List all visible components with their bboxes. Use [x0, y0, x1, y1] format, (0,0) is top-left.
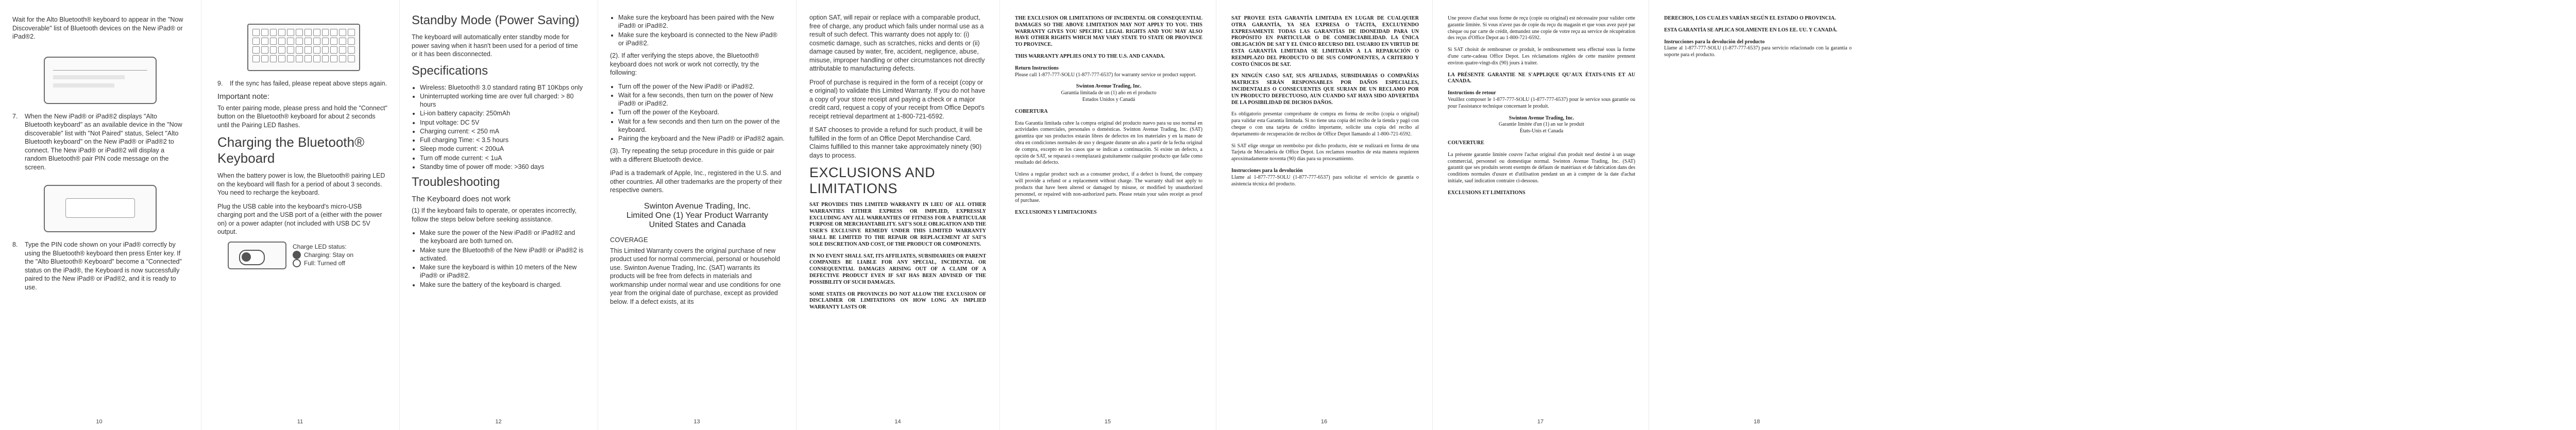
standby-text: The keyboard will automatically enter standby mode for power saving when it hasn't been used for a period of time or it has been disconnected.: [412, 33, 578, 58]
spec-item: • Sleep mode current: < 200uA: [420, 145, 585, 153]
keyboard-connect-illustration: [242, 13, 363, 75]
country-label: United States and Canada: [649, 220, 746, 229]
retry-list: [610, 82, 785, 143]
page-11: [201, 0, 399, 430]
spec-item: • Turn off mode current: < 1uA: [420, 154, 585, 162]
refund-text-es: Si SAT elige otorgar un reembolso por dicho producto, éste se realizará en forma de una Tarjeta de Mercadería de Office Depot. Los reclamos resueltos de esta manera requieren aproximadamente noventa (90) días para su procesamiento.: [1231, 143, 1419, 162]
coverage-heading-es: COBERTURA: [1015, 108, 1048, 114]
standby-heading: Standby Mode (Power Saving): [412, 13, 580, 27]
page-16: [1216, 0, 1432, 430]
page-12: [399, 0, 598, 430]
warranty-text-3: If SAT chooses to provide a refund for such product, it will be fulfilled in the form of an Office Depot Merchandise Card. Claims fulfilled to this manner take approximately ninety (90) days to process.: [809, 126, 982, 159]
spec-item: • Uninterrupted working time are over full charged: > 80 hours: [420, 92, 585, 109]
troubleshooting-item: • Make sure the battery of the keyboard is charged.: [420, 281, 585, 289]
tablet-screen-icon: [44, 185, 157, 232]
important-heading: Important note:: [217, 92, 269, 101]
exclusions-text-2: IN NO EVENT SHALL SAT, ITS AFFILIATES, SUBSIDIARIES OR PARENT COMPANIES BE LIABLE FOR ANY SPECIAL, INCIDENTAL OR CONSEQUENTIAL DAMAGES ARISING OUT OF A CLAIM OF A DEFECTIVE PRODUCT EVEN IF SAT HAS BEEN ADVISED OF THE POSSIBILITY OF SUCH DAMAGES.: [809, 253, 986, 285]
page-number: 14: [894, 419, 901, 425]
spec-item: • Standby time of power off mode: >360 days: [420, 163, 585, 171]
exclusions-heading-es: EXCLUSIONES Y LIMITACIONES: [1015, 210, 1097, 216]
limitations-caps-1: THE EXCLUSION OR LIMITATIONS OF INCIDENTAL OR CONSEQUENTIAL DAMAGES SO THE ABOVE LIMITATION MAY NOT APPLY TO YOU. THIS WARRANTY GIVES YOU SPECIFIC LEGAL RIGHTS AND YOU MAY ALSO HAVE OTHER RIGHTS WHICH MAY VARY STATE TO STATE OR PROVINCE TO PROVINCE.: [1015, 15, 1202, 48]
troubleshooting-item: • Make sure the Bluetooth® of the New iPad® or iPad®2 is activated.: [420, 246, 585, 263]
warranty-title-fr: Garantie limitée d'un (1) an sur le produit: [1499, 122, 1584, 128]
troubleshooting-intro: (1) If the keyboard fails to operate, or operates incorrectly, follow the steps below before seeking assistance.: [412, 207, 577, 223]
page-number: 16: [1320, 419, 1328, 425]
retry-item: • Turn off the power of the New iPad® or iPad®2.: [618, 82, 785, 91]
return-text-es: Llame al 1-877-777-SOLU (1-877-777-6537) para solicitar el servicio de garantía o asistencia técnica del producto.: [1231, 174, 1419, 187]
troubleshooting-item: • Make sure the power of the New iPad® or iPad®2 and the keyboard are both turned on.: [420, 229, 585, 246]
keyboard-icon: [247, 24, 360, 71]
tablet-screen-icon: [44, 57, 157, 104]
exclusions-text-3: SOME STATES OR PROVINCES DO NOT ALLOW THE EXCLUSION OF DISCLAIMER OR LIMITATIONS ON HOW LONG AN IMPLIED WARRANTY LASTS OR: [809, 291, 986, 311]
return-label-fr: Instructions de retour: [1448, 90, 1496, 96]
page-number: 12: [495, 419, 502, 425]
return-label-es: Instrucciones para la devolución: [1231, 167, 1303, 174]
scope-caps-fr: LA PRÉSENTE GARANTIE NE S'APPLIQUE QU'AUX ÉTATS-UNIS ET AU CANADA.: [1448, 72, 1635, 84]
company-name: Swinton Avenue Trading, Inc.: [1509, 115, 1574, 121]
warranty-text-1: option SAT, will repair or replace with a comparable product, free of charge, any product which fails under normal use as a result of such defect. This warranty does not apply to: (i) cosmetic damage, such as scratches, nicks and dents or (ii) damage caused by water, fire, accident, negligence, abuse, misuse, improper handling or other circumstances not directly attributable to manufacturing defects.: [809, 14, 985, 72]
coverage-text-es: Esta Garantía limitada cubre la compra original del producto nuevo para su uso normal en actividades comerciales, personales o domésticas. Swinton Avenue Trading, Inc. (SAT) garantiza que sus productos estarán libres de defectos en los materiales y en la mano de obra en condiciones normales de uso y desgaste durante un año a partir de la fecha original de compra, excepto en los casos que se indican a continuación. Si existe un defecto, a opción de SAT, se reparará o reemplazará gratuitamente cualquier producto que falle como resultado del defecto.: [1015, 120, 1202, 166]
warranty-text-2: Proof of purchase is required in the form of a receipt (copy or e original) to validate this Limited Warranty. If you do not have a copy of your store receipt and paying a check or a major credit card, request a copy of your receipt from Office Depot's receipt retrieval department at 1-800-721-6592.: [809, 78, 986, 120]
step-9-text: If the sync has failed, please repeat above steps again.: [230, 80, 387, 87]
page-17: [1432, 0, 1649, 430]
important-text: To enter pairing mode, please press and hold the "Connect" button on the Bluetooth® keyboard for about 2 seconds until the Pairing LED flashes.: [217, 104, 387, 129]
troubleshooting-heading: Troubleshooting: [412, 175, 500, 189]
spec-item: • Full charging Time: < 3.5 hours: [420, 136, 585, 144]
ipad-bluetooth-illustration: [39, 46, 160, 108]
refund-text-fr: Si SAT choisit de rembourser ce produit, le remboursement sera effectué sous la forme d'une carte-cadeau Office Depot. Les réclamations réglées de cette manière prennent environ quatre-vingt-dix (90) jours à traiter.: [1448, 47, 1635, 66]
charging-paragraph-1: When the battery power is low, the Bluetooth® pairing LED on the keyboard will flash for a period of about 3 seconds. You need to recharge the keyboard.: [217, 172, 385, 196]
return-text-es: Llame al 1-877-777-SOLU (1-877-777-6537) para servicio relacionado con la garantía o soporte para el producto.: [1664, 45, 1852, 58]
check-item: • Make sure the keyboard has been paired with the New iPad® or iPad®2.: [618, 13, 785, 30]
retry-item: • Turn off the power of the Keyboard.: [618, 108, 785, 116]
coverage-heading: COVERAGE: [610, 235, 648, 244]
charge-led-label: Charge LED status:: [293, 243, 347, 250]
spec-list: [412, 83, 585, 171]
page-number: 11: [297, 419, 303, 425]
limitations-caps-2: THIS WARRANTY APPLIES ONLY TO THE U.S. AND CANADA.: [1015, 53, 1165, 59]
step-7-text: When the New iPad® or iPad®2 displays "Alto Bluetooth keyboard" as an available device in the "Now discoverable" list with "Not Paired" status, Select "Alto Bluetooth keyboard" on the New iPad® or iPad®2 to connect. The New iPad® or iPad®2 will display a random Bluetooth® pair PIN code message on the screen.: [25, 112, 182, 171]
limitations-caps-es-1: SAT PROVEE ESTA GARANTÍA LIMITADA EN LUGAR DE CUALQUIER OTRA GARANTÍA, YA SEA EXPRESA O TÁCITA, EXCLUYENDO EXPRESAMENTE TODAS LAS GARANTÍAS DE IDONEIDAD PARA UN PROPÓSITO EN PARTICULAR O DE COMERCIABILIDAD. LA ÚNICA OBLIGACIÓN DE SAT Y EL ÚNICO RECURSO DEL USUARIO EN VIRTUD DE ESTA GARANTÍA LIMITADA SE LIMITARÁN A LA REPARACIÓN O REEMPLAZO DEL PRODUCTO O DE SUS COMPONENTES, A CRITERIO Y COSTO ÚNICOS DE SAT.: [1231, 15, 1419, 67]
page-number: 10: [96, 419, 103, 425]
charge-led-illustration: [217, 242, 388, 269]
spec-item: • Input voltage: DC 5V: [420, 118, 585, 127]
step-8: 8. Type the PIN code shown on your iPad® correctly by using the Bluetooth® keyboard then press Enter key. If the "Alto Bluetooth® Keyboard" become a "Connected" status on the iPad®, the Keyboard is now successfully paired to the New iPad® or iPad®2, and it is ready to use.: [12, 240, 186, 291]
troubleshooting-subheading: The Keyboard does not work: [412, 195, 511, 203]
return-text-fr: Veuillez composer le 1-877-777-SOLU (1-877-777-6537) pour le service sous garantie ou pour l'assistance technique concernant le produit.: [1448, 96, 1635, 109]
return-text: Please call 1-877-777-SOLU (1-877-777-6537) for warranty service or product support.: [1015, 72, 1197, 78]
coverage-text: This Limited Warranty covers the original purchase of new product used for normal commercial, personal or household use. Swinton Avenue Trading, Inc. (SAT) warrants its products will be free from defects in materials and workmanship under normal wear and use conditions for one year from the original date of purchase, except as provided below. If a defect exists, at its: [610, 247, 781, 305]
warranty-title: Limited One (1) Year Product Warranty: [626, 211, 769, 220]
spec-item: • Wireless: Bluetooth® 3.0 standard rating BT 10Kbps only: [420, 83, 585, 92]
troubleshooting-list: [412, 229, 585, 289]
country-label-es: Estados Unidos y Canadá: [1082, 96, 1136, 102]
retry-item: • Wait for a few seconds, then turn on the power of New iPad® or iPad®2.: [618, 91, 785, 108]
charging-heading: Charging the Bluetooth® Keyboard: [217, 134, 365, 166]
page-18: [1649, 0, 1865, 430]
intro-text: Wait for the Alto Bluetooth® keyboard to appear in the "Now Discoverable" list of Bluetooth devices on the New iPad® or iPad®2.: [12, 16, 183, 40]
receipt-text-es: Es obligatorio presentar comprobante de compra en forma de recibo (copia o original) para validar esta Garantía limitada. Si no tiene una copia del recibo de la tienda y pagó con cheque o con una tarjeta de crédito importante, solicite una copia del recibo al departamento de recuperación de recibos de Office Depot llamando al 1-800-721-6592.: [1231, 111, 1419, 137]
warranty-title-es: Garantía limitada de un (1) año en el producto: [1061, 90, 1157, 96]
rights-caps-es: DERECHOS, LOS CUALES VARÍAN SEGÚN EL ESTADO O PROVINCIA.: [1664, 15, 1836, 21]
retry-item: • Pairing the keyboard and the New iPad® or iPad®2 again.: [618, 134, 785, 143]
page-14: [796, 0, 999, 430]
exclusions-heading-fr: EXCLUSIONS ET LIMITATIONS: [1448, 190, 1526, 196]
scope-caps-es: ESTA GARANTÍA SE APLICA SOLAMENTE EN LOS EE. UU. Y CANADÁ.: [1664, 27, 1838, 33]
spec-item: • Li-ion battery capacity: 250mAh: [420, 109, 585, 117]
pin-code-illustration: [39, 175, 160, 236]
page-number: 18: [1753, 419, 1760, 425]
check-item: • Make sure the keyboard is connected to the New iPad® or iPad®2.: [618, 31, 785, 48]
company-name: Swinton Avenue Trading, Inc.: [1076, 83, 1142, 90]
led-on-icon: [293, 251, 301, 259]
step-7: 7. When the New iPad® or iPad®2 displays "Alto Bluetooth keyboard" as an available device in the "Now discoverable" list with "Not Paired" status, Select "Alto Bluetooth keyboard" on the New iPad® or iPad®2 to connect. The New iPad® or iPad®2 will display a random Bluetooth® pair PIN code message on the screen.: [12, 112, 186, 172]
exclusions-heading: EXCLUSIONS AND LIMITATIONS: [809, 165, 936, 196]
top-checklist: [610, 13, 785, 47]
step-9: 9. If the sync has failed, please repeat above steps again.: [217, 80, 387, 87]
page-number: 15: [1104, 419, 1111, 425]
paragraph-2: (2). If after verifying the steps above, the Bluetooth® keyboard does not work or work not correctly, try the following:: [610, 52, 759, 76]
coverage-heading-fr: COUVERTURE: [1448, 140, 1484, 146]
page-10: [0, 0, 198, 430]
return-label: Return Instructions: [1015, 65, 1059, 71]
led-off-icon: [293, 259, 301, 267]
paragraph-3: (3). Try repeating the setup procedure in this guide or pair with a different Bluetooth device.: [610, 147, 774, 163]
troubleshooting-item: • Make sure the keyboard is within 10 meters of the New iPad® or iPad®2.: [420, 263, 585, 280]
specifications-heading: Specifications: [412, 63, 488, 78]
step-8-text: Type the PIN code shown on your iPad® correctly by using the Bluetooth® keyboard then press Enter key. If the "Alto Bluetooth® Keyboard" become a "Connected" status on the iPad®, the Keyboard is now successfully paired to the New iPad® or iPad®2, and it is ready to use.: [25, 241, 182, 291]
limitations-caps-es-2: EN NINGÚN CASO SAT, SUS AFILIADAS, SUBSIDIARIAS O COMPAÑÍAS MATRICES SERÁN RESPONSABLES POR DAÑOS ESPECIALES, INCIDENTALES O CONSECUENTES QUE SURJAN DE UN RECLAMO POR UN PRODUCTO DEFECTUOSO, AUN CUANDO SAT HAYA SIDO ADVERTIDA DE LA POSIBILIDAD DE DICHOS DAÑOS.: [1231, 73, 1419, 106]
country-label-fr: États-Unis et Canada: [1519, 128, 1564, 134]
retry-item: • Wait for a few seconds and then turn on the power of the keyboard.: [618, 117, 785, 134]
coverage-note: Unless a regular product such as a consumer product, if a defect is found, the company will provide a refund or a replacement without charge. The warranty shall not apply to products that have been altered or damaged by misuse, or modified by unauthorized personnel, or repaired with non-authorized parts. Please retain your sales receipt as proof of purchase.: [1015, 171, 1202, 204]
charging-state: Charging: Stay on: [304, 251, 354, 259]
page-15: [999, 0, 1216, 430]
full-state: Full: Turned off: [304, 259, 345, 267]
page-13: [598, 0, 796, 430]
trademark-text: iPad is a trademark of Apple, Inc., registered in the U.S. and other countries. All other trademarks are the property of their respective owners.: [610, 169, 783, 194]
page-number: 13: [693, 419, 700, 425]
company-name: Swinton Avenue Trading, Inc.: [644, 201, 751, 211]
page-number: 17: [1537, 419, 1544, 425]
spec-item: • Charging current: < 250 mA: [420, 127, 585, 135]
exclusions-text-1: SAT PROVIDES THIS LIMITED WARRANTY IN LIEU OF ALL OTHER WARRANTIES EITHER EXPRESS OR IMPLIED, EXPRESSLY EXCLUDING ANY ALL WARRANTIES OF FITNESS FOR A PARTICULAR PURPOSE OR MERCHANTABILITY. SAT'S SOLE OBLIGATION AND THE USER'S EXCLUSIVE REMEDY UNDER THIS LIMITED WARRANTY SHALL BE LIMITED TO THE REPAIR OR REPLACEMENT AT SAT'S SOLE DISCRETION AND COST, OF THE PRODUCT OR COMPONENTS.: [809, 202, 986, 247]
receipt-text-fr: Une preuve d'achat sous forme de reçu (copie ou original) est nécessaire pour valider cette garantie limitée. Si vous n'avez pas de copie du reçu du magasin et que vous avez payé par chèque ou par carte de crédit, demandez une copie de votre reçu au service de récupération des reçus d'Office Depot au 1-800-721-6592.: [1448, 15, 1635, 41]
usb-port-icon: [228, 242, 286, 269]
coverage-text-fr: La présente garantie limitée couvre l'achat original d'un produit neuf destiné à un usage commercial, personnel ou domestique normal. Swinton Avenue Trading, Inc. (SAT) garantit que ses produits seront exempts de défauts de matériaux et de fabrication dans des conditions normales d'usure et d'utilisation pendant un an à compter de la date d'achat initiale, sauf indication contraire ci-dessous.: [1448, 151, 1635, 184]
charging-paragraph-2: Plug the USB cable into the keyboard's micro-USB charging port and the USB port of a (either with the power on) or a power adapter (not included with USB DC 5V output.: [217, 202, 382, 235]
return-label-es: Instrucciones para la devolución del producto: [1664, 39, 1765, 45]
